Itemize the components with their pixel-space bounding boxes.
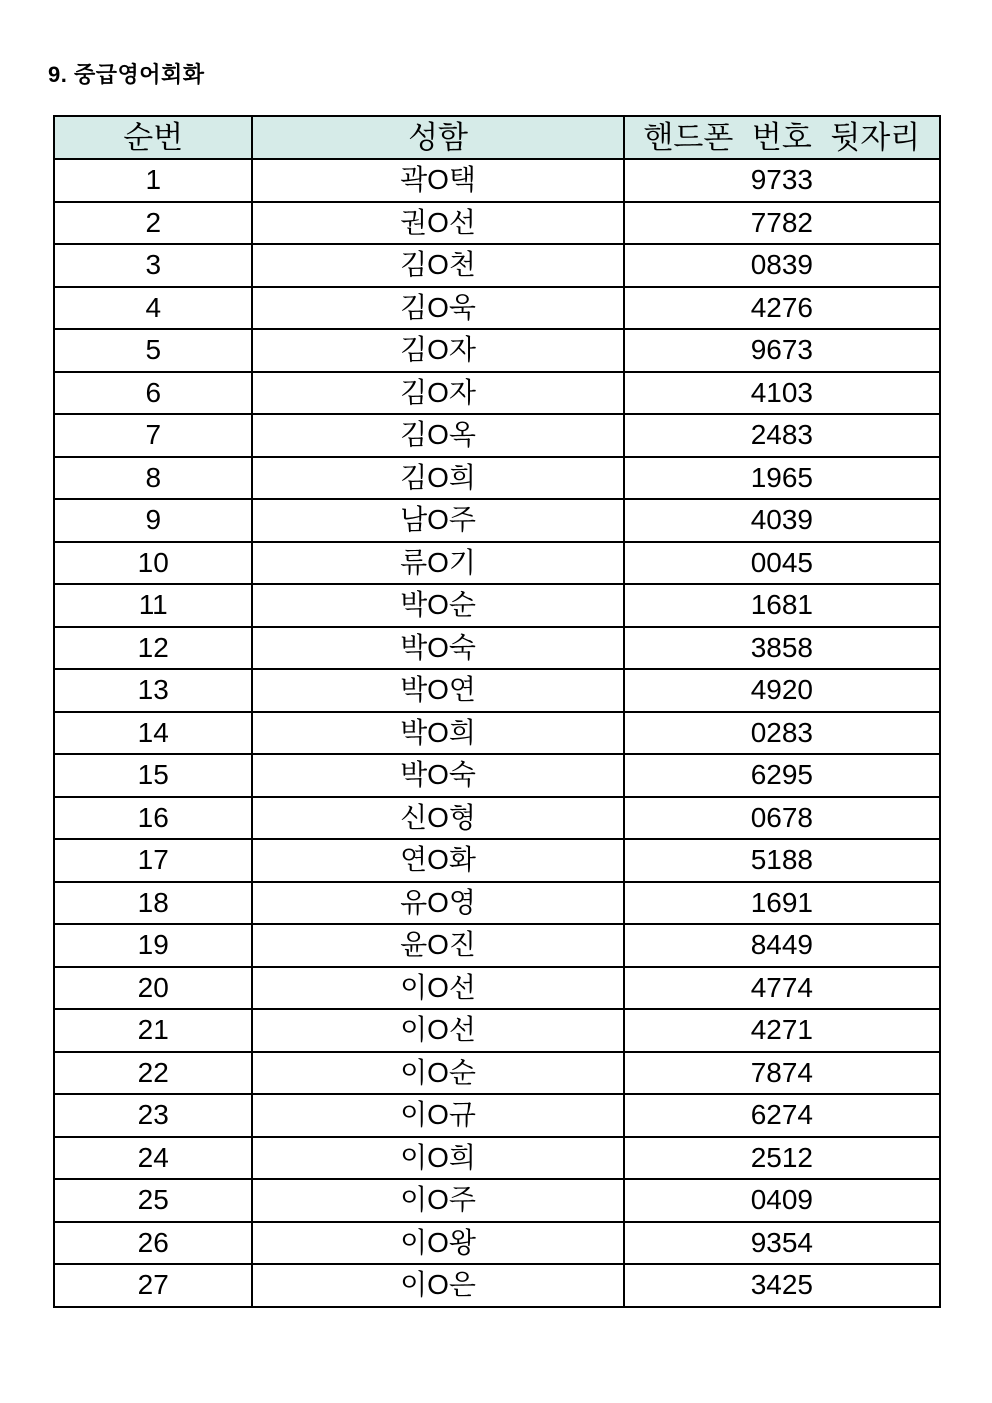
phone-cell: 6274 [624,1094,940,1137]
row-number-cell: 17 [54,839,252,882]
name-cell: 이O선 [252,967,623,1010]
phone-cell: 0839 [624,244,940,287]
section-title: 9. 중급영어회화 [48,62,205,87]
row-number-cell: 25 [54,1179,252,1222]
phone-cell: 1681 [624,584,940,627]
phone-cell: 0409 [624,1179,940,1222]
row-number-cell: 1 [54,159,252,202]
table-row [54,202,940,245]
table-row [54,584,940,627]
table-row [54,712,940,755]
name-cell: 곽O택 [252,159,623,202]
name-cell: 김O옥 [252,414,623,457]
name-cell: 이O주 [252,1179,623,1222]
row-number-cell: 15 [54,754,252,797]
table-header-row [54,116,940,159]
row-number-cell: 8 [54,457,252,500]
table-row [54,159,940,202]
phone-cell: 0678 [624,797,940,840]
phone-cell: 4920 [624,669,940,712]
table-row [54,1052,940,1095]
phone-cell: 1965 [624,457,940,500]
name-cell: 박O연 [252,669,623,712]
row-number-cell: 21 [54,1009,252,1052]
roster-table [53,115,941,1308]
phone-cell: 4774 [624,967,940,1010]
name-cell: 이O순 [252,1052,623,1095]
row-number-cell: 22 [54,1052,252,1095]
phone-cell: 2483 [624,414,940,457]
name-cell: 류O기 [252,542,623,585]
phone-cell: 0045 [624,542,940,585]
row-number-cell: 23 [54,1094,252,1137]
row-number-cell: 2 [54,202,252,245]
table-row [54,967,940,1010]
row-number-cell: 19 [54,924,252,967]
table-row [54,457,940,500]
table-row [54,414,940,457]
name-cell: 윤O진 [252,924,623,967]
name-cell: 박O숙 [252,627,623,670]
table-row [54,244,940,287]
table-row [54,669,940,712]
row-number-cell: 7 [54,414,252,457]
row-number-cell: 10 [54,542,252,585]
row-number-cell: 11 [54,584,252,627]
name-cell: 김O자 [252,372,623,415]
row-number-cell: 24 [54,1137,252,1180]
name-cell: 권O선 [252,202,623,245]
name-cell: 박O순 [252,584,623,627]
table-row [54,839,940,882]
table-row [54,924,940,967]
phone-cell: 5188 [624,839,940,882]
row-number-cell: 4 [54,287,252,330]
name-cell: 이O선 [252,1009,623,1052]
name-cell: 박O숙 [252,754,623,797]
phone-cell: 4039 [624,499,940,542]
row-number-cell: 12 [54,627,252,670]
phone-cell: 7874 [624,1052,940,1095]
phone-cell: 0283 [624,712,940,755]
phone-cell: 1691 [624,882,940,925]
table-row [54,372,940,415]
name-cell: 연O화 [252,839,623,882]
col-header-phone: 핸드폰 번호 뒷자리 [624,116,940,159]
table-row [54,1264,940,1307]
name-cell: 유O영 [252,882,623,925]
row-number-cell: 13 [54,669,252,712]
phone-cell: 3425 [624,1264,940,1307]
col-header-number: 순번 [54,116,252,159]
row-number-cell: 18 [54,882,252,925]
name-cell: 이O왕 [252,1222,623,1265]
row-number-cell: 3 [54,244,252,287]
name-cell: 이O은 [252,1264,623,1307]
table-row [54,499,940,542]
table-row [54,542,940,585]
table-row [54,1094,940,1137]
phone-cell: 8449 [624,924,940,967]
name-cell: 박O희 [252,712,623,755]
name-cell: 신O형 [252,797,623,840]
table-row [54,1179,940,1222]
name-cell: 이O규 [252,1094,623,1137]
phone-cell: 6295 [624,754,940,797]
phone-cell: 2512 [624,1137,940,1180]
row-number-cell: 16 [54,797,252,840]
phone-cell: 9673 [624,329,940,372]
phone-cell: 9354 [624,1222,940,1265]
phone-cell: 7782 [624,202,940,245]
table-row [54,754,940,797]
phone-cell: 3858 [624,627,940,670]
row-number-cell: 14 [54,712,252,755]
phone-cell: 9733 [624,159,940,202]
name-cell: 김O자 [252,329,623,372]
row-number-cell: 27 [54,1264,252,1307]
row-number-cell: 26 [54,1222,252,1265]
phone-cell: 4103 [624,372,940,415]
name-cell: 김O욱 [252,287,623,330]
name-cell: 이O희 [252,1137,623,1180]
phone-cell: 4271 [624,1009,940,1052]
row-number-cell: 20 [54,967,252,1010]
col-header-name: 성함 [252,116,623,159]
table-row [54,627,940,670]
table-row [54,1222,940,1265]
name-cell: 김O천 [252,244,623,287]
table-row [54,287,940,330]
name-cell: 김O희 [252,457,623,500]
phone-cell: 4276 [624,287,940,330]
table-row [54,1137,940,1180]
table-body [54,159,940,1307]
row-number-cell: 6 [54,372,252,415]
table-row [54,1009,940,1052]
table-row [54,797,940,840]
name-cell: 남O주 [252,499,623,542]
table-row [54,882,940,925]
row-number-cell: 9 [54,499,252,542]
table-row [54,329,940,372]
row-number-cell: 5 [54,329,252,372]
